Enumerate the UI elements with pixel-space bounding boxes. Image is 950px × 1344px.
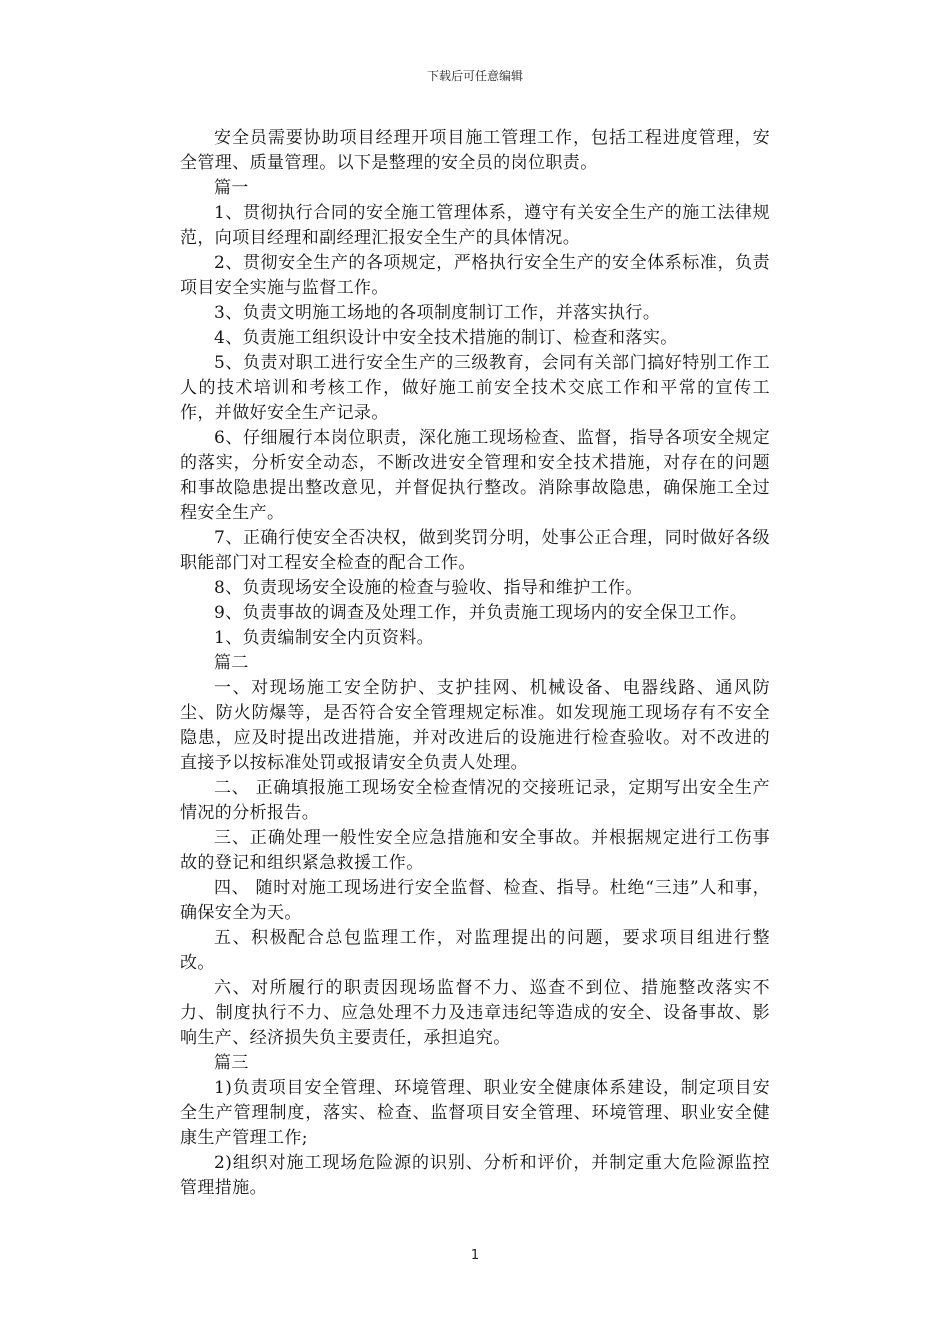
paragraph: 1)负责项目安全管理、环境管理、职业安全健康体系建设，制定项目安全生产管理制度，落实、检查、监督项目安全管理、环境管理、职业安全健康生产管理工作; [180,1078,770,1148]
paragraph: 五、积极配合总包监理工作，对监理提出的问题，要求项目组进行整改。 [180,928,770,973]
paragraph: 1、贯彻执行合同的安全施工管理体系，遵守有关安全生产的施工法律规范，向项目经理和副经理汇报安全生产的具体情况。 [180,203,770,248]
paragraph: 三、正确处理一般性安全应急措施和安全事故。并根据规定进行工伤事故的登记和组织紧急救援工作。 [180,828,770,873]
paragraph: 5、负责对职工进行安全生产的三级教育，会同有关部门搞好特别工作工人的技术培训和考核工作，做好施工前安全技术交底工作和平常的宣传工作，并做好安全生产记录。 [180,353,770,423]
page-number: 1 [470,1248,480,1263]
header-note: 下载后可任意编辑 [426,69,523,83]
paragraph: 四、 随时对施工现场进行安全监督、检查、指导。杜绝“三违”人和事，确保安全为天。 [180,878,770,923]
paragraph: 2、贯彻安全生产的各项规定，严格执行安全生产的安全体系标准，负责项目安全实施与监督工作。 [180,253,770,298]
section-heading-3: 篇三 [214,1053,249,1073]
section-heading-1: 篇一 [214,178,249,198]
paragraph: 7、正确行使安全否决权，做到奖罚分明，处事公正合理，同时做好各级职能部门对工程安全检查的配合工作。 [180,528,770,573]
section-heading-2: 篇二 [214,653,249,673]
paragraph: 8、负责现场安全设施的检查与验收、指导和维护工作。 [214,578,643,598]
paragraph: 二、 正确填报施工现场安全检查情况的交接班记录，定期写出安全生产情况的分析报告。 [180,778,770,823]
paragraph: 1、负责编制安全内页资料。 [214,628,435,648]
paragraph: 六、对所履行的职责因现场监督不力、巡查不到位、措施整改落实不力、制度执行不力、应急处理不力及违章违纪等造成的安全、设备事故、影响生产、经济损失负主要责任，承担追究。 [180,978,770,1048]
paragraph: 一、对现场施工安全防护、支护挂网、机械设备、电器线路、通风防尘、防火防爆等，是否符合安全管理规定标准。如发现施工现场存有不安全隐患，应及时提出改进措施，并对改进后的设施进行检查验收。对不改进的直接予以按标准处罚或报请安全负责人处理。 [180,678,770,773]
paragraph: 3、负责文明施工场地的各项制度制订工作，并落实执行。 [214,303,661,323]
intro-paragraph: 安全员需要协助项目经理开项目施工管理工作，包括工程进度管理，安全管理、质量管理。以下是整理的安全员的岗位职责。 [180,128,770,173]
paragraph: 6、仔细履行本岗位职责，深化施工现场检查、监督，指导各项安全规定的落实，分析安全动态，不断改进安全管理和安全技术措施，对存在的问题和事故隐患提出整改意见，并督促执行整改。消除事故隐患，确保施工全过程安全生产。 [180,428,770,523]
paragraph: 9、负责事故的调查及处理工作，并负责施工现场内的安全保卫工作。 [214,603,748,623]
document-body [180,126,770,1201]
paragraph: 2)组织对施工现场危险源的识别、分析和评价，并制定重大危险源监控管理措施。 [180,1153,770,1198]
paragraph: 4、负责施工组织设计中安全技术措施的制订、检查和落实。 [214,328,678,348]
